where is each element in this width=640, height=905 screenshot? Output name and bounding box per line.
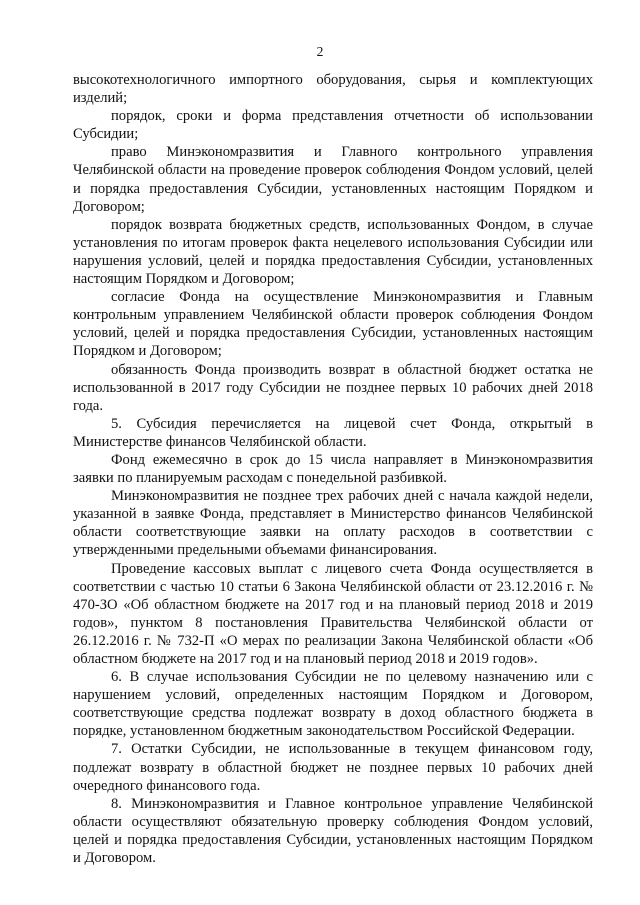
paragraph: согласие Фонда на осуществление Минэкономразвития и Главным контрольным управлением Челябинской области проверок соблюдения Фондом условий, целей и порядка предоставления Субсидии, установленных настоящим Порядком и Договором;	[73, 289, 593, 360]
paragraph: порядок возврата бюджетных средств, использованных Фондом, в случае установления по итогам проверок факта нецелевого использования Субсидии или нарушения условий, целей и порядка предоставления Субсидии, установленных настоящим Порядком и Договором;	[73, 216, 593, 288]
paragraph: 6. В случае использования Субсидии не по целевому назначению или с нарушением условий, определенных настоящим Порядком и Договором, соответствующие средства подлежат возврату в доход областного бюджета в порядке, установленном бюджетным законодательством Российской Федерации.	[73, 669, 593, 740]
paragraph: обязанность Фонда производить возврат в областной бюджет остатка не использованной в 2017 году Субсидии не позднее первых 10 рабочих дней 2018 года.	[73, 361, 593, 414]
paragraph: 5. Субсидия перечисляется на лицевой счет Фонда, открытый в Министерстве финансов Челябинской области.	[73, 415, 593, 450]
paragraph: высокотехнологичного импортного оборудования, сырья и комплектующих изделий;	[73, 72, 593, 107]
document-body	[73, 71, 593, 867]
paragraph: Минэкономразвития не позднее трех рабочих дней с начала каждой недели, указанной в заявке Фонда, представляет в Министерство финансов Челябинской области соответствующие заявки на оплату расходов в соответствии с утвержденными предельными объемами финансирования.	[73, 488, 593, 559]
paragraph: Проведение кассовых выплат с лицевого счета Фонда осуществляется в соответствии с частью 10 статьи 6 Закона Челябинской области от 23.12.2016 г. № 470-ЗО «Об областном бюджете на 2017 год и на плановый период 2018 и 2019 годов», пунктом 8 постановления Правительства Челябинской области от 26.12.2016 г. № 732-П «О мерах по реализации Закона Челябинской области «Об областном бюджете на 2017 год и на плановый период 2018 и 2019 годов».	[73, 560, 593, 667]
paragraph: 7. Остатки Субсидии, не использованные в текущем финансовом году, подлежат возврату в областной бюджет не позднее первых 10 рабочих дней очередного финансового года.	[73, 741, 593, 794]
paragraph: право Минэкономразвития и Главного контрольного управления Челябинской области на проведение проверок соблюдения Фондом условий, целей и порядка предоставления Субсидии, установленных настоящим Порядком и Договором;	[73, 144, 593, 215]
paragraph: порядок, сроки и форма представления отчетности об использовании Субсидии;	[73, 108, 593, 143]
paragraph: Фонд ежемесячно в срок до 15 числа направляет в Минэкономразвития заявки по планируемым расходам с понедельной разбивкой.	[73, 451, 593, 487]
page-number: 2	[316, 44, 324, 59]
paragraph: 8. Минэкономразвития и Главное контрольное управление Челябинской области осуществляют обязательную проверку соблюдения Фондом условий, целей и порядка предоставления Субсидии, установленных настоящим Порядком и Договором.	[73, 795, 593, 867]
